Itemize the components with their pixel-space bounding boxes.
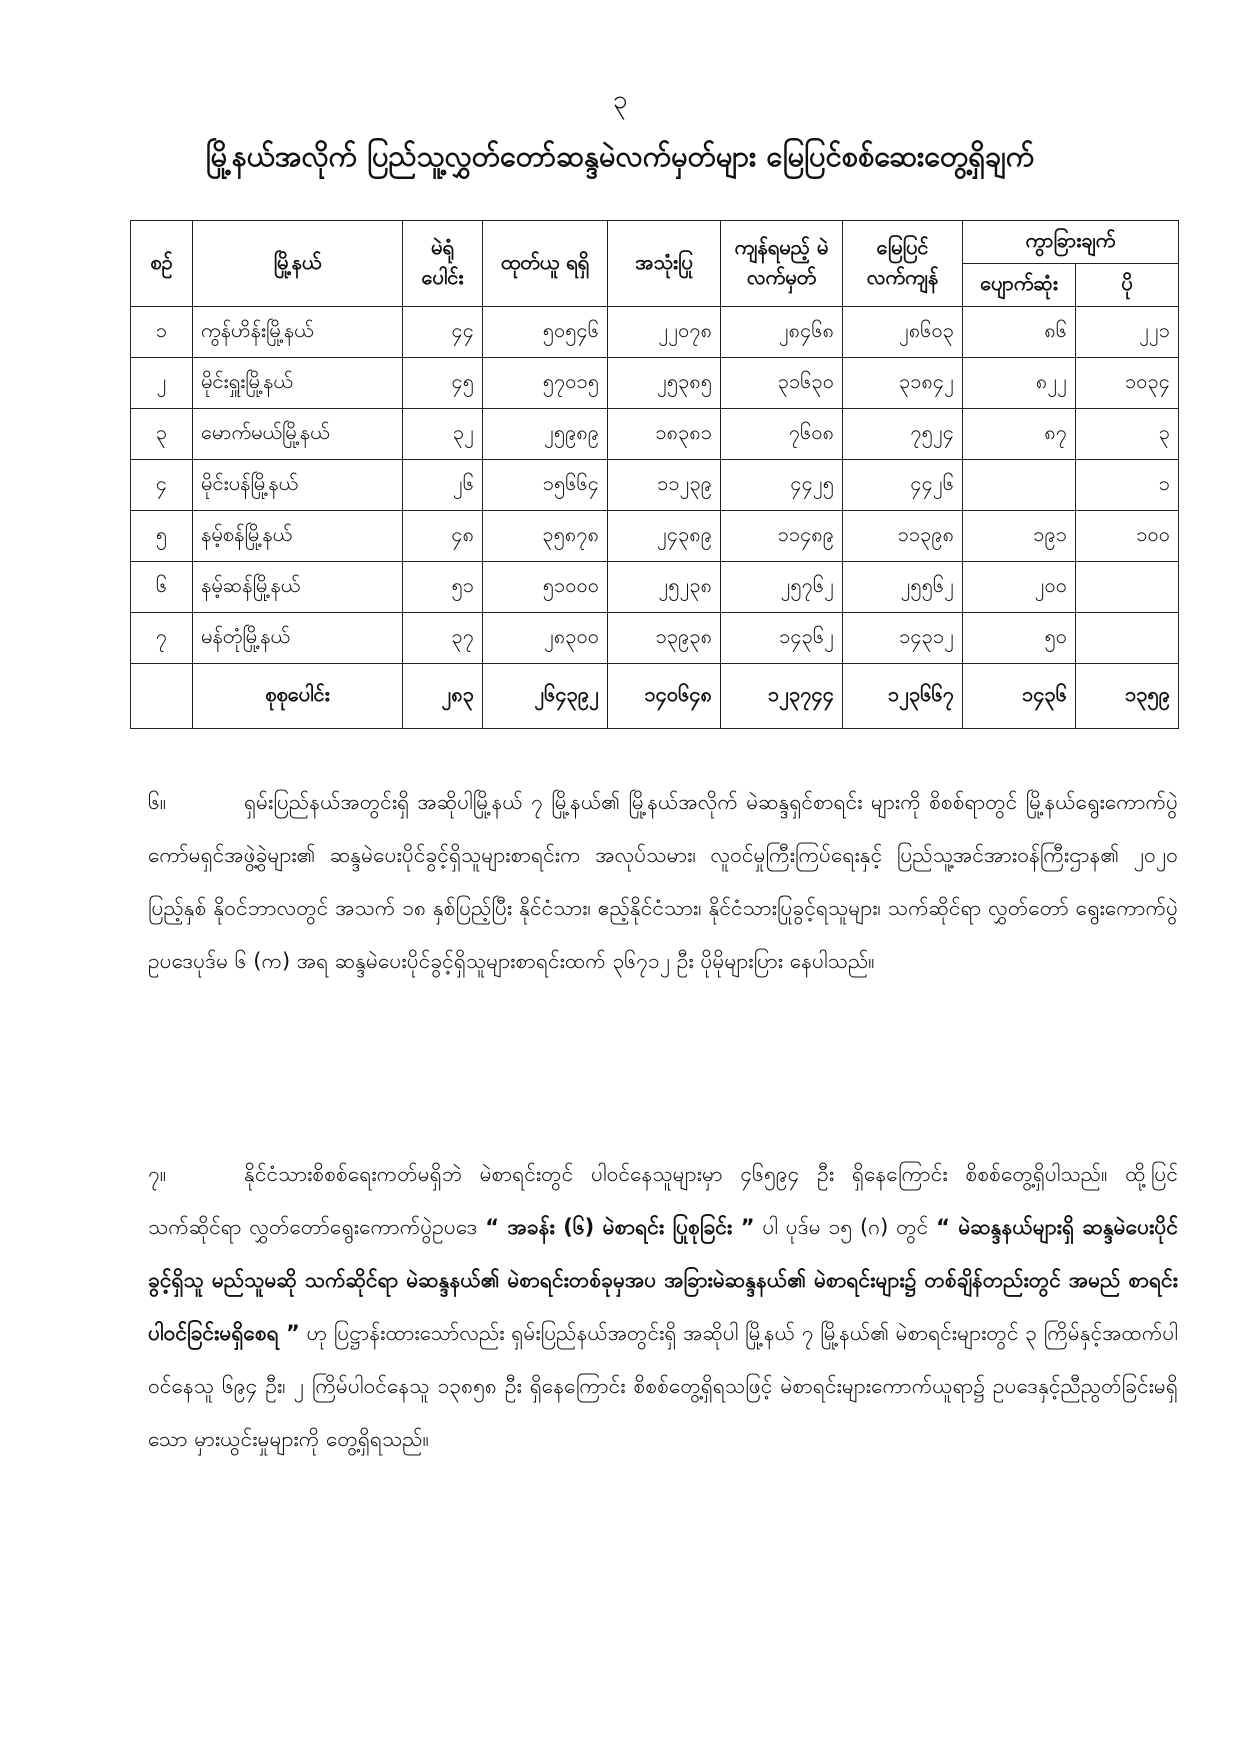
- cell-township: နမ့်ဆန်မြို့နယ်: [193, 562, 403, 613]
- table-row: [131, 460, 1179, 511]
- cell-no: ၃: [131, 409, 193, 460]
- cell-stations: ၂၆: [403, 460, 483, 511]
- cell-stations: ၃၇: [403, 613, 483, 664]
- cell-remaining: ၂၅၇၆၂: [721, 562, 843, 613]
- cell-ground: ၁၄၃၁၂: [843, 613, 963, 664]
- cell-issued: ၅၇၀၁၅: [483, 358, 608, 409]
- paragraph-number: ၆။: [148, 790, 167, 814]
- header-ground: မြေပြင် လက်ကျန်: [843, 221, 963, 307]
- cell-missing: ၂၀၀: [963, 562, 1076, 613]
- paragraph-number: ၇။: [148, 1162, 167, 1186]
- cell-no: ၅: [131, 511, 193, 562]
- paragraph-text: နိုင်ငံသားစိစစ်ရေးကတ်မရှိဘဲ မဲစာရင်းတွင် ပါဝင်နေသူများမှာ ၄၆၅၉၄ ဦး ရှိနေကြောင်း စိစစ်တွေ့ရှိပါသည်။ ထို့ပြင် သက်ဆိုင်ရာ လွှတ်တော်ရွေးကောက်ပွဲဥပဒေ: [148, 1162, 1178, 1239]
- header-stations: မဲရုံ ပေါင်း: [403, 221, 483, 307]
- quoted-chapter-title: “ အခန်း (၆) မဲစာရင်း ပြုစုခြင်း ”: [485, 1215, 755, 1239]
- cell-issued: ၂၅၉၈၉: [483, 409, 608, 460]
- header-issued: ထုတ်ယူ ရရှိ: [483, 221, 608, 307]
- quoted-law-section: “ မဲဆန္ဒနယ်များရှိ ဆန္ဒမဲပေးပိုင်ခွင့်ရှိသူ မည်သူမဆို သက်ဆိုင်ရာ မဲဆန္ဒနယ်၏ မဲစာရင်းတစ်ခုမှအပ အခြားမဲဆန္ဒနယ်၏ မဲစာရင်းများ၌ တစ်ချိန်တည်းတွင် အမည် စာရင်း ပါဝင်ခြင်းမရှိစေရ ”: [148, 1215, 1179, 1345]
- paragraph-text: ဟု ပြဋ္ဌာန်းထားသော်လည်း ရှမ်းပြည်နယ်အတွင်းရှိ အဆိုပါ မြို့နယ် ၇ မြို့နယ်၏ မဲစာရင်းများတွင် ၃ ကြိမ်နှင့်အထက်ပါဝင်နေသူ ၆၉၄ ဦး၊ ၂ ကြိမ်ပါဝင်နေသူ ၁၃၈၅၈ ဦး ရှိနေကြောင်း စိစစ်တွေ့ရှိရသဖြင့် မဲစာရင်းများကောက်ယူရာ၌ ဥပဒေနှင့်ညီညွတ်ခြင်းမရှိသော မှားယွင်းမှုများကို တွေ့ရှိရသည်။: [148, 1321, 1178, 1451]
- cell-missing: ၈၂၂: [963, 358, 1076, 409]
- table-total-row: [131, 664, 1179, 729]
- cell-no: ၆: [131, 562, 193, 613]
- paragraph-6: [148, 776, 1178, 988]
- total-used: ၁၄၀၆၄၈: [608, 664, 721, 729]
- header-no: စဉ်: [131, 221, 193, 307]
- cell-issued: ၅၀၅၄၆: [483, 307, 608, 358]
- cell-no: ၄: [131, 460, 193, 511]
- cell-used: ၂၅၂၃၈: [608, 562, 721, 613]
- cell-township: မိုင်းပန်မြို့နယ်: [193, 460, 403, 511]
- cell-remaining: ၁၄၃၆၂: [721, 613, 843, 664]
- cell-township: နမ့်စန်မြို့နယ်: [193, 511, 403, 562]
- cell-used: ၂၅၃၈၅: [608, 358, 721, 409]
- cell-no: ၇: [131, 613, 193, 664]
- cell-stations: ၅၁: [403, 562, 483, 613]
- header-missing: ပျောက်ဆုံး: [963, 264, 1076, 307]
- cell-used: ၁၁၂၃၉: [608, 460, 721, 511]
- header-remaining: ကျန်ရမည့် မဲလက်မှတ်: [721, 221, 843, 307]
- cell-stations: ၃၂: [403, 409, 483, 460]
- cell-stations: ၄၅: [403, 358, 483, 409]
- cell-excess: ၁: [1076, 460, 1179, 511]
- cell-township: မိုင်းရှူးမြို့နယ်: [193, 358, 403, 409]
- total-issued: ၂၆၄၃၉၂: [483, 664, 608, 729]
- cell-excess: [1076, 562, 1179, 613]
- cell-issued: ၅၁၀၀၀: [483, 562, 608, 613]
- cell-excess: ၂၂၁: [1076, 307, 1179, 358]
- cell-ground: ၂၅၅၆၂: [843, 562, 963, 613]
- total-remaining: ၁၂၃၇၄၄: [721, 664, 843, 729]
- total-excess: ၁၃၅၉: [1076, 664, 1179, 729]
- cell-missing: ၈၆: [963, 307, 1076, 358]
- table-row: [131, 511, 1179, 562]
- cell-township: မောက်မယ်မြို့နယ်: [193, 409, 403, 460]
- header-excess: ပို: [1076, 264, 1179, 307]
- cell-excess: ၁၀၀: [1076, 511, 1179, 562]
- cell-ground: ၇၅၂၄: [843, 409, 963, 460]
- total-label: စုစုပေါင်း: [193, 664, 403, 729]
- cell-ground: ၂၈၆၀၃: [843, 307, 963, 358]
- cell-stations: ၄၄: [403, 307, 483, 358]
- cell-no-empty: [131, 664, 193, 729]
- page-number: ၃: [612, 85, 628, 115]
- cell-excess: ၃: [1076, 409, 1179, 460]
- cell-used: ၁၈၃၈၁: [608, 409, 721, 460]
- cell-used: ၂၂၀၇၈: [608, 307, 721, 358]
- cell-missing: ၁၉၁: [963, 511, 1076, 562]
- cell-excess: ၁၀၃၄: [1076, 358, 1179, 409]
- header-township: မြို့နယ်: [193, 221, 403, 307]
- cell-missing: ၅၀: [963, 613, 1076, 664]
- header-difference: ကွာခြားချက်: [963, 221, 1179, 264]
- cell-remaining: ၃၁၆၃၀: [721, 358, 843, 409]
- page-title: မြို့နယ်အလိုက် ပြည်သူ့လွှတ်တော်ဆန္ဒမဲလက်မှတ်များ မြေပြင်စစ်ဆေးတွေ့ရှိချက်: [205, 139, 1035, 173]
- ballot-inspection-table: [130, 220, 1179, 729]
- cell-township: ကွန်ဟိန်းမြို့နယ်: [193, 307, 403, 358]
- cell-missing: [963, 460, 1076, 511]
- table-row: [131, 307, 1179, 358]
- cell-excess: [1076, 613, 1179, 664]
- table-row: [131, 358, 1179, 409]
- cell-issued: ၃၅၈၇၈: [483, 511, 608, 562]
- cell-no: ၂: [131, 358, 193, 409]
- total-ground: ၁၂၃၆၆၇: [843, 664, 963, 729]
- cell-stations: ၄၈: [403, 511, 483, 562]
- cell-township: မန်တုံမြို့နယ်: [193, 613, 403, 664]
- header-used: အသုံးပြု: [608, 221, 721, 307]
- paragraph-7: [148, 1148, 1178, 1466]
- cell-no: ၁: [131, 307, 193, 358]
- cell-remaining: ၇၆၀၈: [721, 409, 843, 460]
- total-missing: ၁၄၃၆: [963, 664, 1076, 729]
- cell-remaining: ၄၄၂၅: [721, 460, 843, 511]
- table-row: [131, 562, 1179, 613]
- table-row: [131, 409, 1179, 460]
- cell-used: ၂၄၃၈၉: [608, 511, 721, 562]
- paragraph-text: ပါ ပုဒ်မ ၁၅ (ဂ) တွင်: [762, 1215, 929, 1239]
- table-row: [131, 613, 1179, 664]
- cell-remaining: ၁၁၄၈၉: [721, 511, 843, 562]
- paragraph-text: ရှမ်းပြည်နယ်အတွင်းရှိ အဆိုပါမြို့နယ် ၇ မြို့နယ်၏ မြို့နယ်အလိုက် မဲဆန္ဒရှင်စာရင်း များကို စိစစ်ရာတွင် မြို့နယ်ရွေးကောက်ပွဲကော်မရှင်အဖွဲ့ခွဲများ၏ ဆန္ဒမဲပေးပိုင်ခွင့်ရှိသူများစာရင်းက အလုပ်သမား၊ လူဝင်မှုကြီးကြပ်ရေးနှင့် ပြည်သူ့အင်အားဝန်ကြီးဌာန၏ ၂၀၂၀ ပြည့်နှစ် နိုဝင်ဘာလတွင် အသက် ၁၈ နှစ်ပြည့်ပြီး နိုင်ငံသား၊ ဧည့်နိုင်ငံသား၊ နိုင်ငံသားပြုခွင့်ရသူများ၊ သက်ဆိုင်ရာ လွှတ်တော် ရွေးကောက်ပွဲဥပဒေပုဒ်မ ၆ (က) အရ ဆန္ဒမဲပေးပိုင်ခွင့်ရှိသူများစာရင်းထက် ၃၆၇၁၂ ဦး ပိုမိုများပြား နေပါသည်။: [148, 790, 1178, 973]
- cell-used: ၁၃၉၃၈: [608, 613, 721, 664]
- cell-ground: ၃၁၈၄၂: [843, 358, 963, 409]
- cell-missing: ၈၇: [963, 409, 1076, 460]
- cell-remaining: ၂၈၄၆၈: [721, 307, 843, 358]
- cell-ground: ၁၁၃၉၈: [843, 511, 963, 562]
- cell-issued: ၂၈၃၀၀: [483, 613, 608, 664]
- cell-issued: ၁၅၆၆၄: [483, 460, 608, 511]
- total-stations: ၂၈၃: [403, 664, 483, 729]
- cell-ground: ၄၄၂၆: [843, 460, 963, 511]
